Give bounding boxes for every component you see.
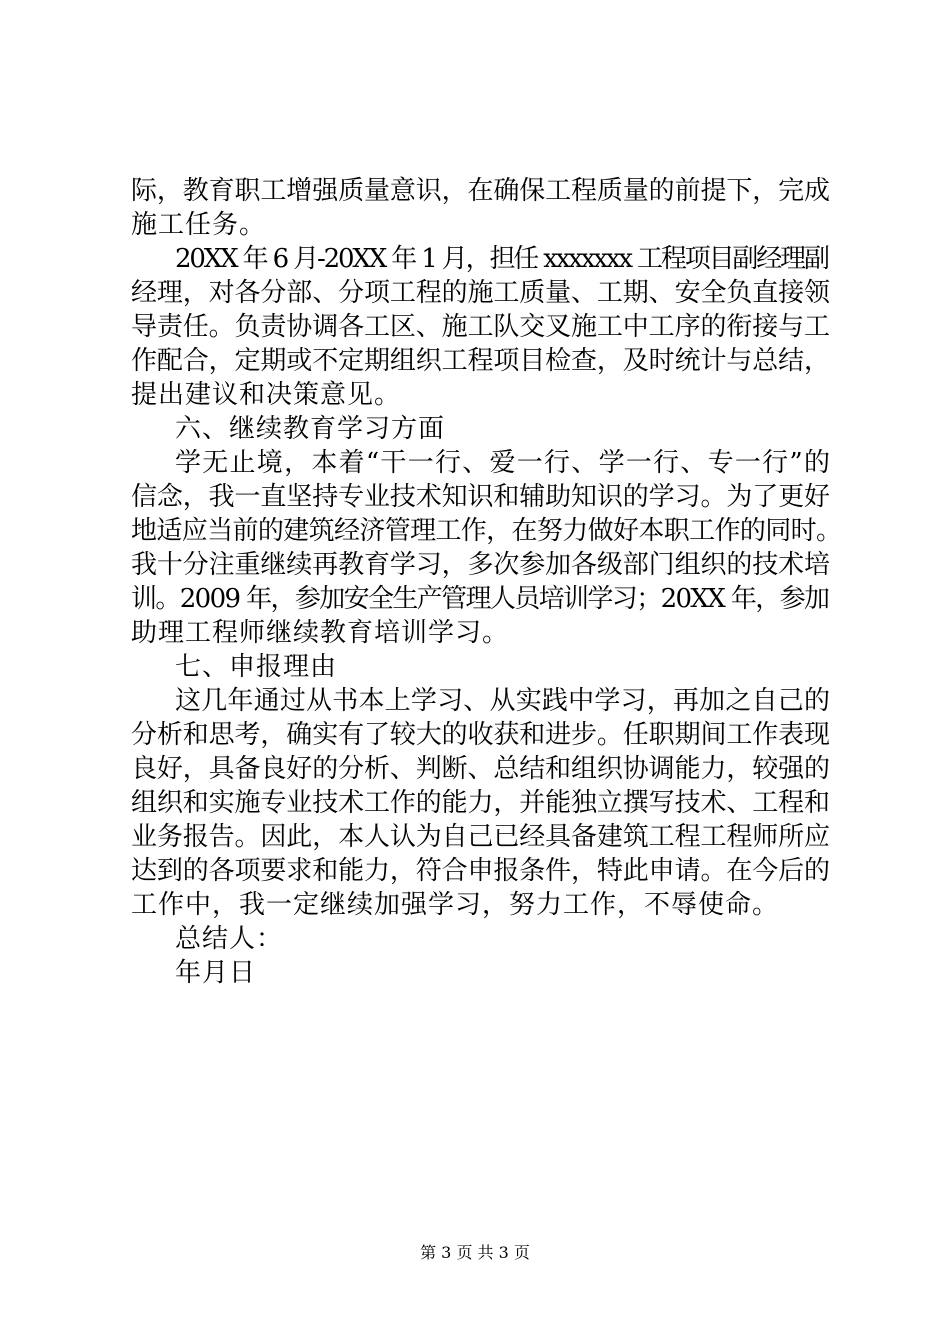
body-text-line: 这几年通过从书本上学习、从实践中学习，再加之自己的 — [175, 686, 831, 716]
body-text-line: 提出建议和决策意见。 — [131, 380, 402, 410]
date-label: 年月日 — [175, 958, 257, 988]
body-text-line: 我十分注重继续再教育学习，多次参加各级部门组织的技术培 — [131, 550, 830, 580]
body-text-line: 作配合，定期或不定期组织工程项目检查，及时统计与总结， — [131, 346, 830, 376]
body-text-line: 信念，我一直坚持专业技术知识和辅助知识的学习。为了更好 — [131, 482, 830, 512]
body-text-line: 达到的各项要求和能力，符合申报条件，特此申请。在今后的 — [131, 856, 830, 886]
signature-label: 总结人： — [175, 924, 284, 954]
section-heading: 六、继续教育学习方面 — [175, 414, 446, 444]
body-text-line: 工作中，我一定继续加强学习，努力工作，不辱使命。 — [131, 890, 780, 920]
body-text-line: 施工任务。 — [131, 210, 267, 240]
body-text-line: 良好，具备良好的分析、判断、总结和组织协调能力，较强的 — [131, 754, 830, 784]
page-number-footer: 第 3 页 共 3 页 — [420, 1243, 530, 1262]
body-text-line: 地适应当前的建筑经济管理工作，在努力做好本职工作的同时。 — [131, 516, 842, 546]
body-text-line: 导责任。负责协调各工区、施工队交叉施工中工序的衔接与工 — [131, 312, 830, 342]
body-text-line: 际，教育职工增强质量意识，在确保工程质量的前提下，完成 — [131, 176, 830, 206]
body-text-line: 助理工程师继续教育培训学习。 — [131, 618, 510, 648]
body-text-line: 训。2009 年，参加安全生产管理人员培训学习；20XX 年，参加 — [131, 584, 829, 614]
section-heading: 七、申报理由 — [175, 652, 338, 682]
body-text-line: 组织和实施专业技术工作的能力，并能独立撰写技术、工程和 — [131, 788, 830, 818]
body-text-line: 业务报告。因此，本人认为自己已经具备建筑工程工程师所应 — [131, 822, 830, 852]
body-text-line: 学无止境，本着“干一行、爱一行、学一行、专一行”的 — [175, 448, 832, 478]
body-text-line: 分析和思考，确实有了较大的收获和进步。任职期间工作表现 — [131, 720, 830, 750]
body-text-line: 经理，对各分部、分项工程的施工质量、工期、安全负直接领 — [131, 278, 830, 308]
body-text-line: 20XX 年 6 月-20XX 年 1 月，担任 xxxxxxx 工程项目副经理副 — [175, 244, 828, 274]
